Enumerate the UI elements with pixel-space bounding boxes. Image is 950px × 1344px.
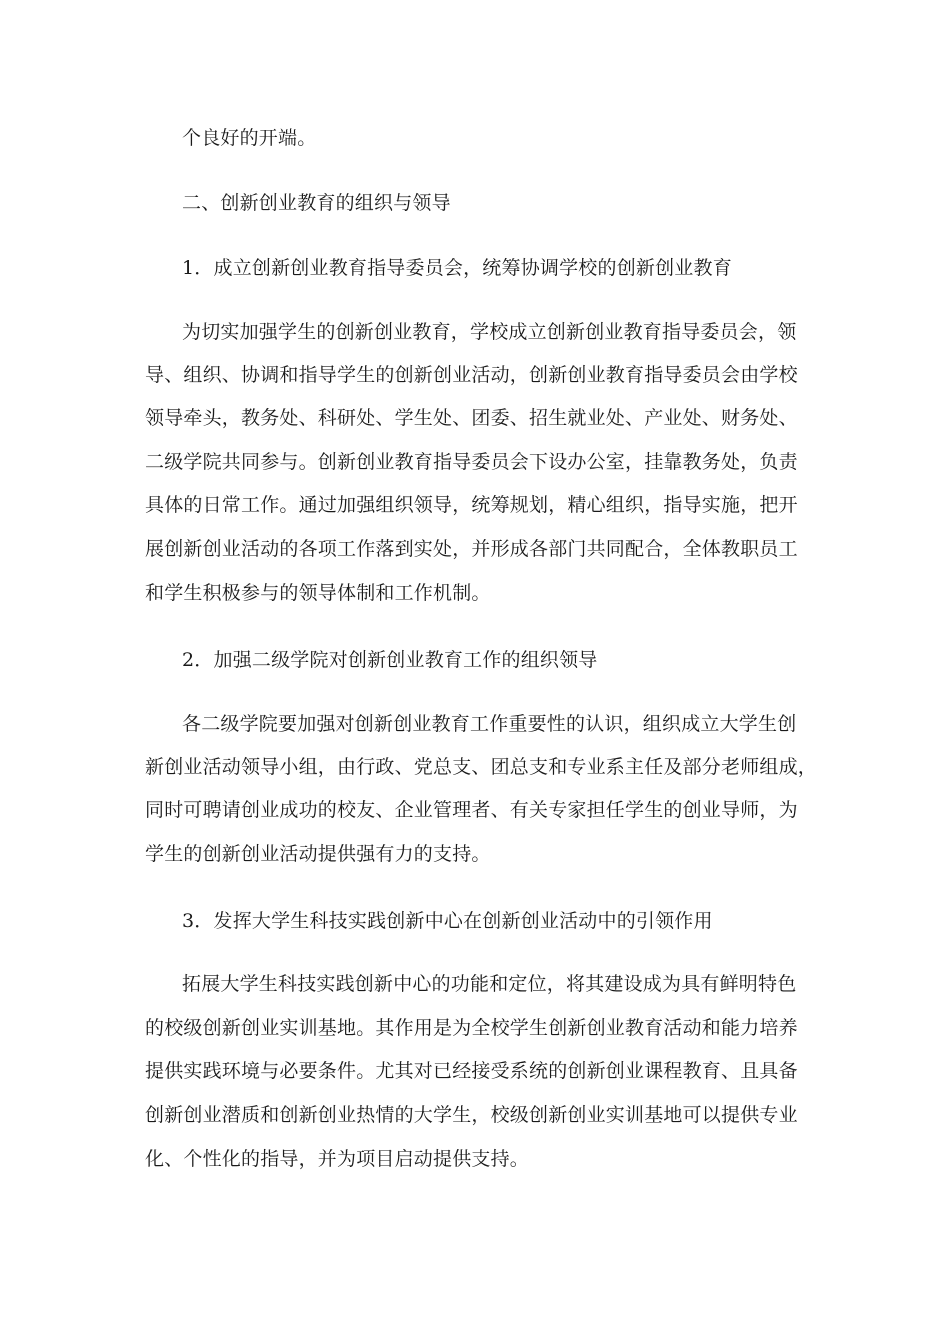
item2-paragraph-line: 新创业活动领导小组，由行政、党总支、团总支和专业系主任及部分老师组成， <box>145 756 818 778</box>
item2-paragraph-line: 同时可聘请创业成功的校友、企业管理者、有关专家担任学生的创业导师，为 <box>145 799 798 821</box>
item1-paragraph-line: 领导牵头，教务处、科研处、学生处、团委、招生就业处、产业处、财务处、 <box>145 407 798 429</box>
item1-heading: 1．成立创新创业教育指导委员会，统筹协调学校的创新创业教育 <box>182 257 732 279</box>
item2-heading: 2．加强二级学院对创新创业教育工作的组织领导 <box>182 649 598 671</box>
item3-paragraph-line: 的校级创新创业实训基地。其作用是为全校学生创新创业教育活动和能力培养 <box>145 1017 798 1039</box>
section-heading: 二、创新创业教育的组织与领导 <box>182 192 451 214</box>
item1-paragraph-line: 二级学院共同参与。创新创业教育指导委员会下设办公室，挂靠教务处，负责 <box>145 451 798 473</box>
item2-paragraph-line: 学生的创新创业活动提供强有力的支持。 <box>145 843 491 865</box>
item1-paragraph-line: 导、组织、协调和指导学生的创新创业活动，创新创业教育指导委员会由学校 <box>145 364 798 386</box>
item1-paragraph-line: 展创新创业活动的各项工作落到实处，并形成各部门共同配合，全体教职员工 <box>145 538 798 560</box>
item1-paragraph-line: 具体的日常工作。通过加强组织领导，统筹规划，精心组织，指导实施，把开 <box>145 494 798 516</box>
item1-paragraph-line: 为切实加强学生的创新创业教育，学校成立创新创业教育指导委员会，领 <box>182 321 797 343</box>
item3-paragraph-line: 提供实践环境与必要条件。尤其对已经接受系统的创新创业课程教育、且具备 <box>145 1060 798 1082</box>
item3-heading: 3．发挥大学生科技实践创新中心在创新创业活动中的引领作用 <box>182 910 713 932</box>
item3-paragraph-line: 化、个性化的指导，并为项目启动提供支持。 <box>145 1148 530 1170</box>
item3-paragraph-line: 拓展大学生科技实践创新中心的功能和定位，将其建设成为具有鲜明特色 <box>182 973 797 995</box>
item3-paragraph-line: 创新创业潜质和创新创业热情的大学生，校级创新创业实训基地可以提供专业 <box>145 1104 798 1126</box>
item1-paragraph-line: 和学生积极参与的领导体制和工作机制。 <box>145 582 491 604</box>
item2-paragraph-line: 各二级学院要加强对创新创业教育工作重要性的认识，组织成立大学生创 <box>182 713 797 735</box>
continuation-text: 个良好的开端。 <box>182 127 317 149</box>
